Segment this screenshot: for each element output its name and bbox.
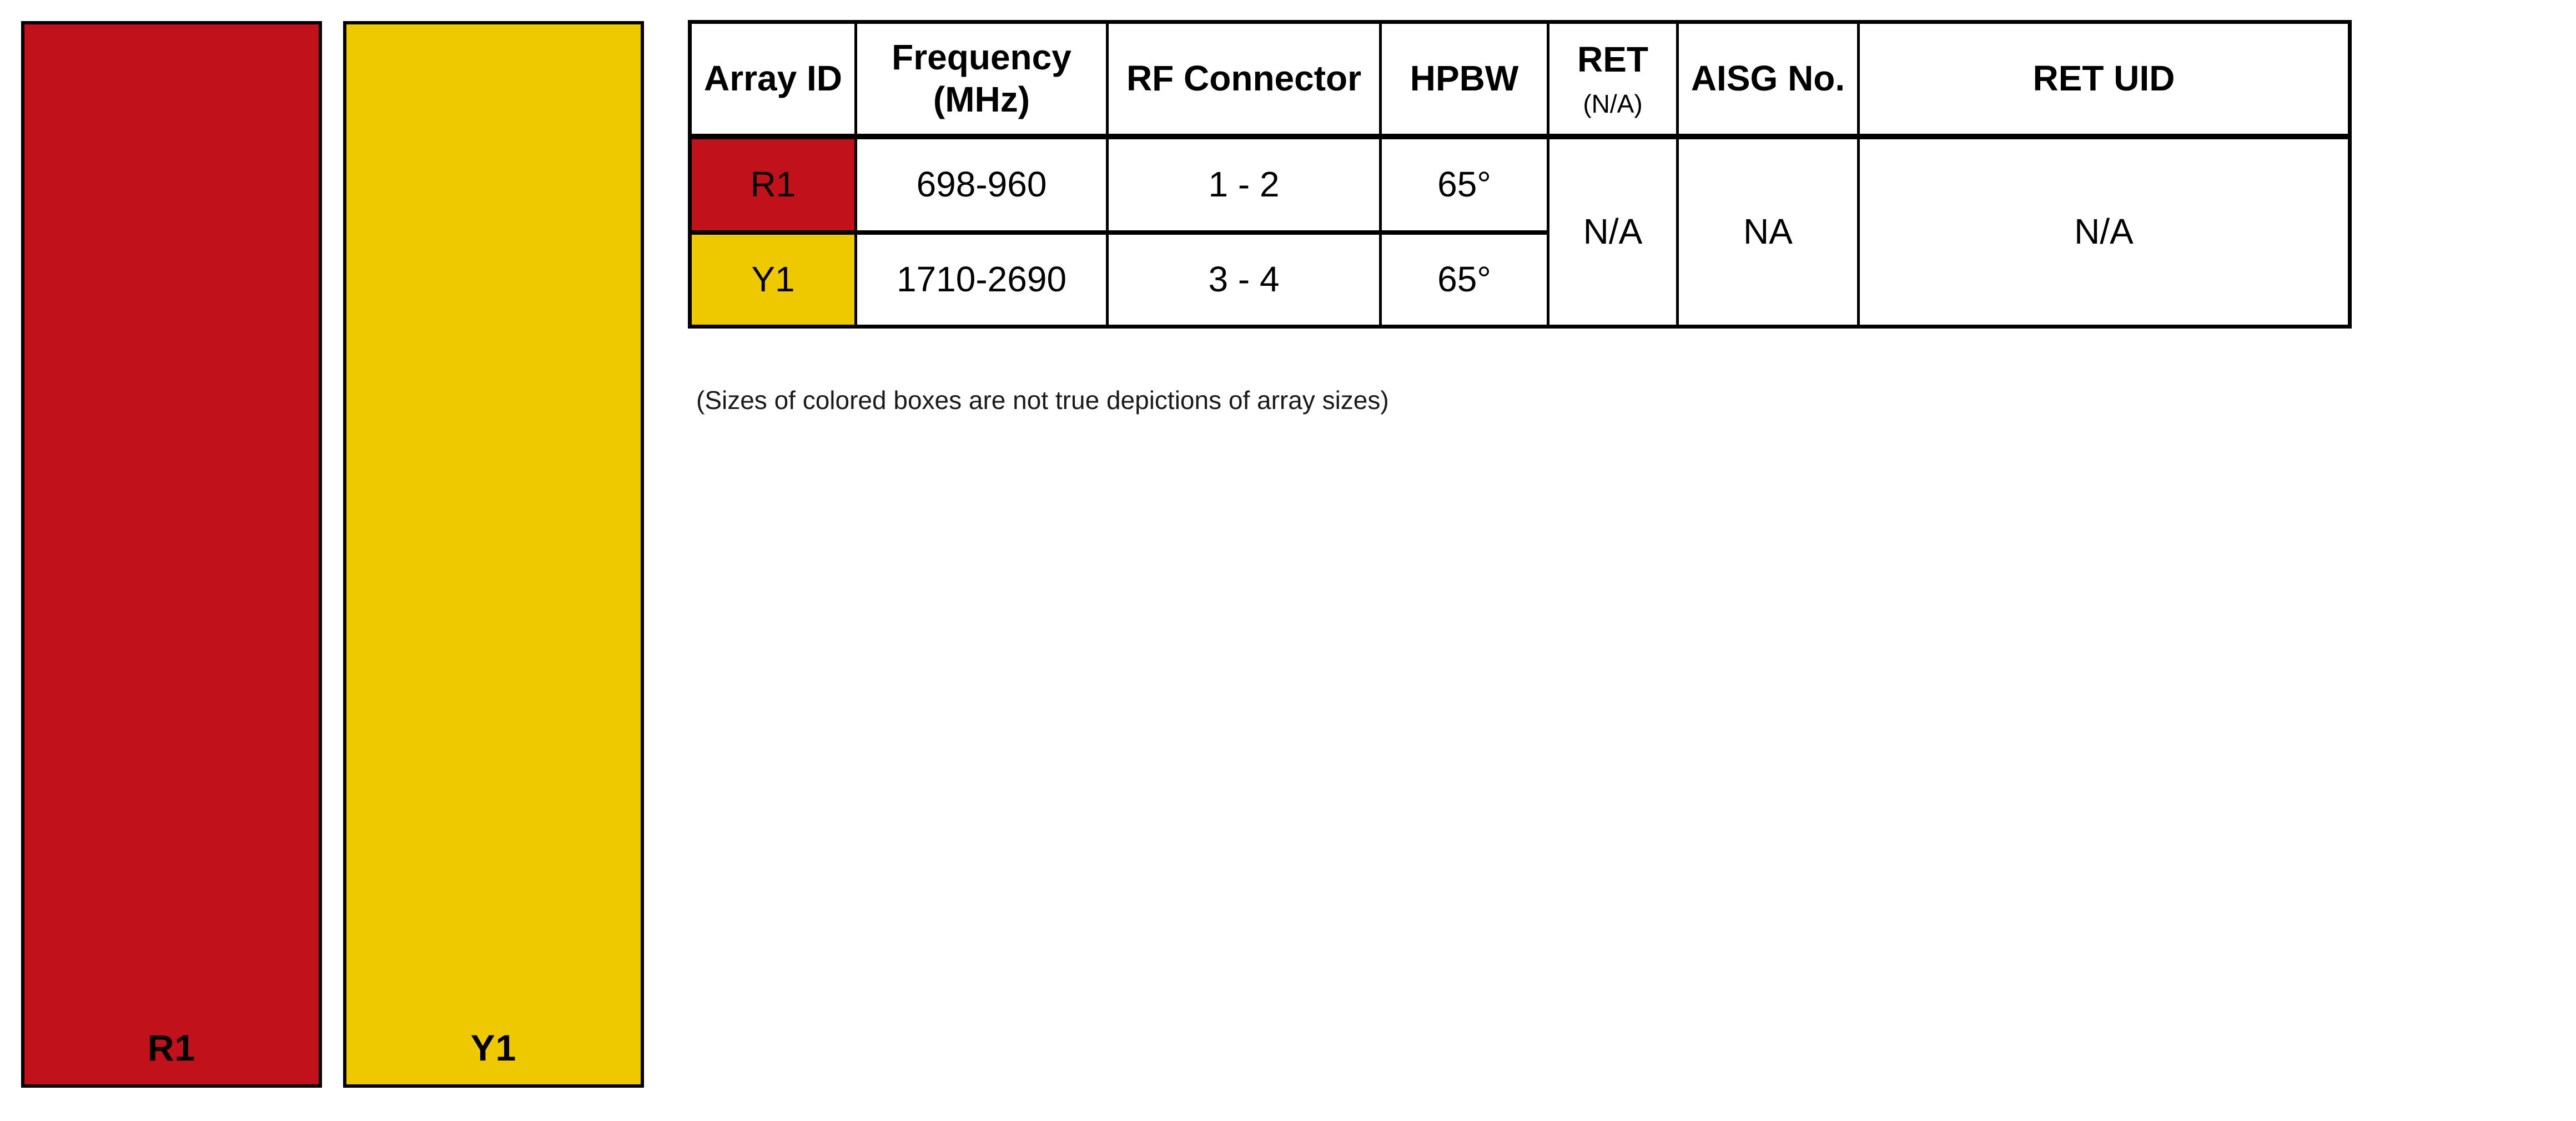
frequency-cell-y1: 1710-2690 bbox=[856, 233, 1108, 327]
aisg-no-cell: NA bbox=[1678, 137, 1859, 327]
ret-uid-cell: N/A bbox=[1859, 137, 2350, 327]
table-row-r1 bbox=[690, 137, 2350, 233]
col-header-rf-connector: RF Connector bbox=[1108, 22, 1381, 137]
col-header-frequency bbox=[856, 22, 1108, 137]
col-header-aisg-no: AISG No. bbox=[1678, 22, 1859, 137]
frequency-cell-r1: 698-960 bbox=[856, 137, 1108, 233]
caption-note: (Sizes of colored boxes are not true depictions of array sizes) bbox=[696, 386, 1389, 415]
col-header-hpbw: HPBW bbox=[1381, 22, 1548, 137]
array-id-cell-y1: Y1 bbox=[690, 233, 856, 327]
col-header-ret-note: (N/A) bbox=[1583, 89, 1643, 118]
col-header-ret bbox=[1548, 22, 1678, 137]
array-box-y1 bbox=[343, 21, 644, 1088]
col-header-array-id: Array ID bbox=[690, 22, 856, 137]
array-spec-table bbox=[688, 20, 2352, 329]
col-header-frequency-line1: Frequency bbox=[892, 37, 1071, 78]
array-box-r1-label: R1 bbox=[147, 1027, 196, 1068]
col-header-ret-line1: RET bbox=[1577, 39, 1648, 80]
col-header-frequency-line2: (MHz) bbox=[933, 79, 1030, 119]
array-box-r1 bbox=[21, 21, 322, 1088]
array-id-cell-r1: R1 bbox=[690, 137, 856, 233]
array-box-y1-label: Y1 bbox=[470, 1027, 517, 1068]
rf-connector-cell-y1: 3 - 4 bbox=[1108, 233, 1381, 327]
hpbw-cell-r1: 65° bbox=[1381, 137, 1548, 233]
hpbw-cell-y1: 65° bbox=[1381, 233, 1548, 327]
table-header-row bbox=[690, 22, 2350, 137]
rf-connector-cell-r1: 1 - 2 bbox=[1108, 137, 1381, 233]
ret-cell: N/A bbox=[1548, 137, 1678, 327]
col-header-ret-uid: RET UID bbox=[1859, 22, 2350, 137]
